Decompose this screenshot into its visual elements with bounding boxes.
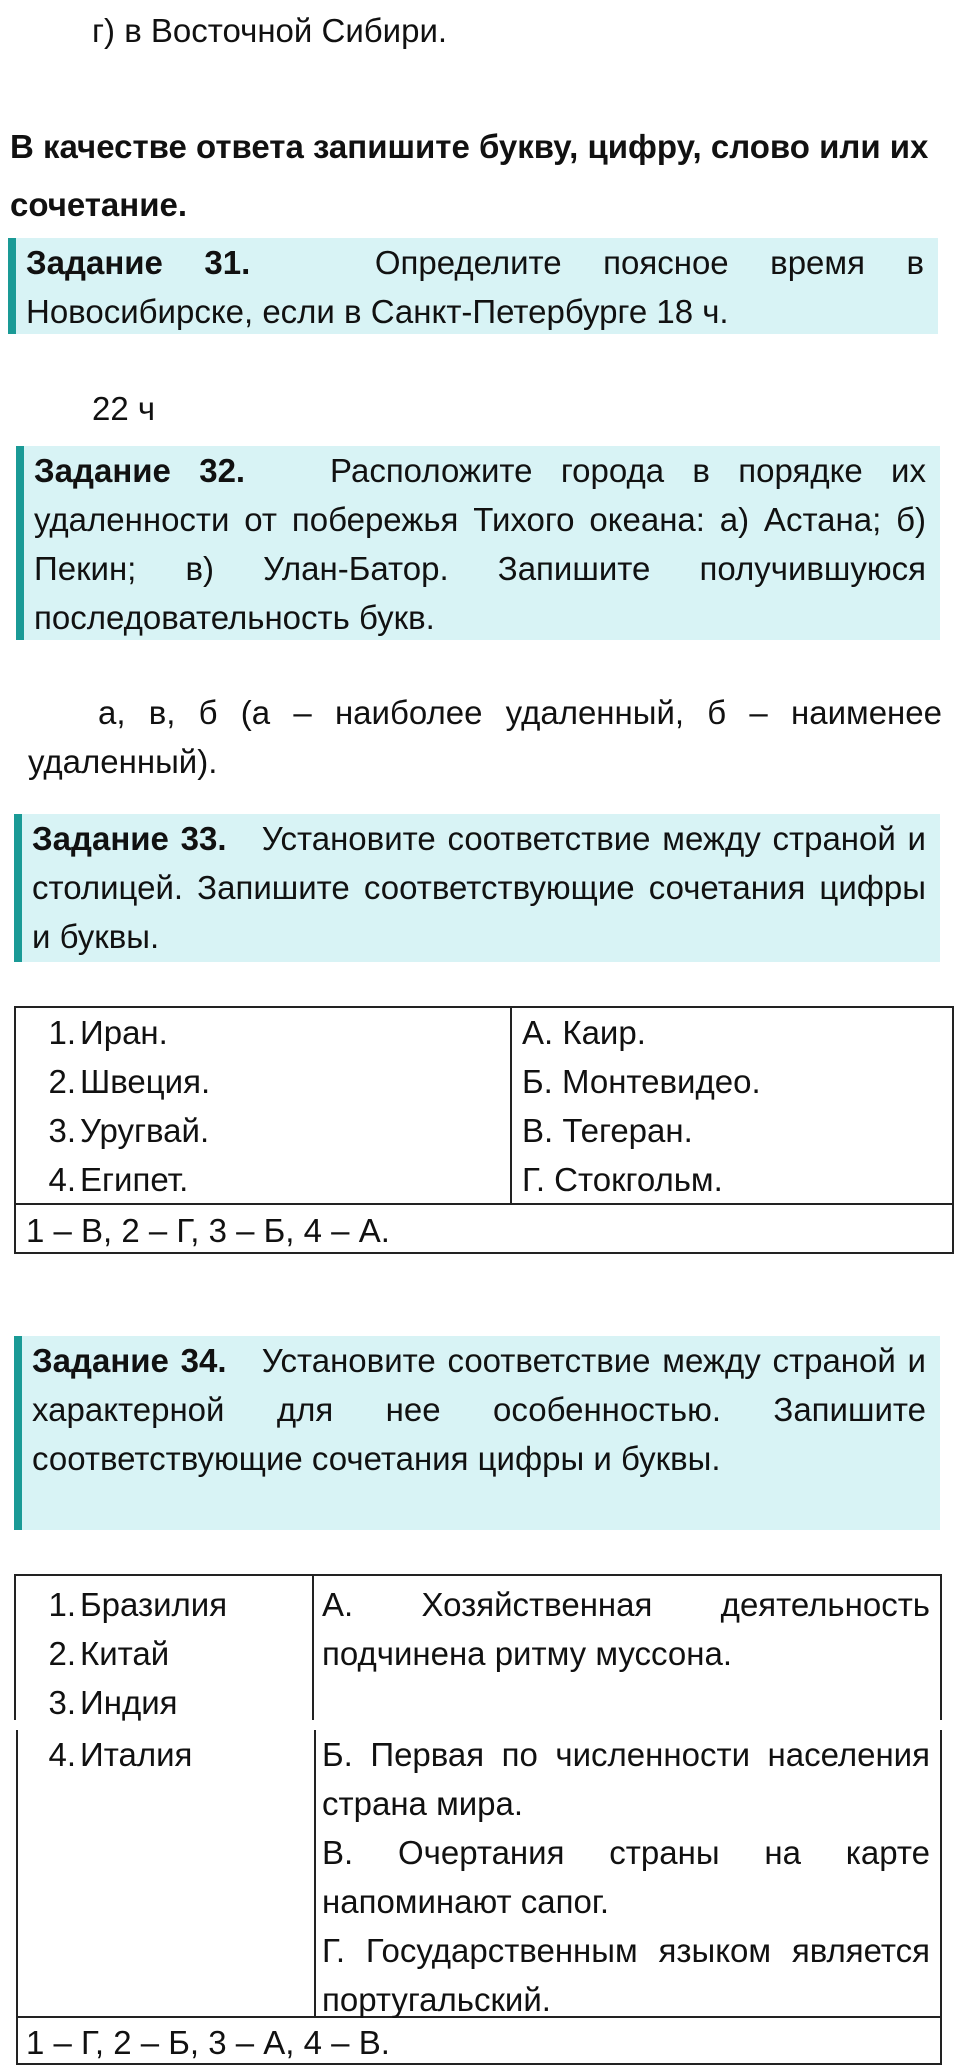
task-32-text: Расположите города в порядке их удаленности от побережья Тихого океана: а) Астана; б) Пекин; в) Улан-Батор. Запишите получившуюся последовательность букв. — [34, 452, 926, 636]
table-34-feature-b: Б. Первая по численности населения страна мира. — [322, 1736, 930, 1822]
list-item: 2. Китай — [48, 1635, 170, 1672]
table-34-feature-c: В. Очертания страны на карте напоминают сапог. — [322, 1834, 930, 1920]
table-34-countries-bottom — [22, 1730, 192, 1779]
list-item: 3. Индия — [48, 1684, 178, 1721]
list-item: А. Каир. — [522, 1014, 646, 1051]
table-34-feature-a: А. Хозяйственная деятельность подчинена ритму муссона. — [322, 1586, 930, 1672]
task-33 — [14, 814, 940, 962]
list-item: 1. Иран. — [48, 1014, 168, 1051]
table-34-divider-top — [312, 1574, 314, 1720]
task-31-label: Задание 31. — [26, 244, 251, 281]
list-item: Г. Стокгольм. — [522, 1161, 723, 1198]
task-31 — [8, 238, 938, 334]
task-31-answer: 22 ч — [92, 390, 156, 427]
list-item: 4. Египет. — [48, 1161, 189, 1198]
table-34-features — [322, 1730, 930, 2024]
task-32-answer: а, в, б (а – наиболее удаленный, б – наименее удаленный). — [28, 694, 942, 780]
task-33-text: Установите соответствие между страной и столицей. Запишите соответствующие сочетания цифры и буквы. — [32, 820, 926, 955]
list-item: 3. Уругвай. — [48, 1112, 210, 1149]
instruction: В качестве ответа запишите букву, цифру, слово или их сочетание. — [10, 128, 929, 223]
table-33-countries — [22, 1008, 210, 1204]
task-34 — [14, 1336, 940, 1530]
task-31-text: Определите поясное время в Новосибирске, если в Санкт-Петербурге 18 ч. — [26, 244, 924, 330]
option-g: г) в Восточной Сибири. — [92, 12, 448, 49]
task-33-label: Задание 33. — [32, 820, 227, 857]
list-item: В. Тегеран. — [522, 1112, 693, 1149]
task-34-answer: 1 – Г, 2 – Б, 3 – А, 4 – В. — [26, 2024, 390, 2061]
table-34-left-bottom — [16, 1730, 18, 2064]
task-33-answer: 1 – В, 2 – Г, 3 – Б, 4 – А. — [26, 1212, 390, 1249]
task-34-label: Задание 34. — [32, 1342, 227, 1379]
table-34-countries-top — [22, 1580, 227, 1727]
table-34-feature-d: Г. Государственным языком является португальский. — [322, 1932, 930, 2018]
table-34-top — [14, 1574, 942, 1576]
task-34-text: Установите соответствие между страной и характерной для нее особенностью. Запишите соответствующие сочетания цифры и буквы. — [32, 1342, 926, 1477]
table-33-divider — [510, 1006, 512, 1204]
task-32-label: Задание 32. — [34, 452, 246, 489]
list-item: 4. Италия — [48, 1736, 193, 1773]
task-32 — [16, 446, 940, 640]
table-34-divider-bottom — [314, 1730, 316, 2016]
table-34-right-bottom — [940, 1730, 942, 2064]
list-item: Б. Монтевидео. — [522, 1063, 761, 1100]
table-34-right-top — [940, 1574, 942, 1720]
list-item: 2. Швеция. — [48, 1063, 211, 1100]
table-34-left-top — [14, 1574, 16, 1720]
list-item: 1. Бразилия — [48, 1586, 228, 1623]
table-33-capitals — [522, 1008, 761, 1204]
